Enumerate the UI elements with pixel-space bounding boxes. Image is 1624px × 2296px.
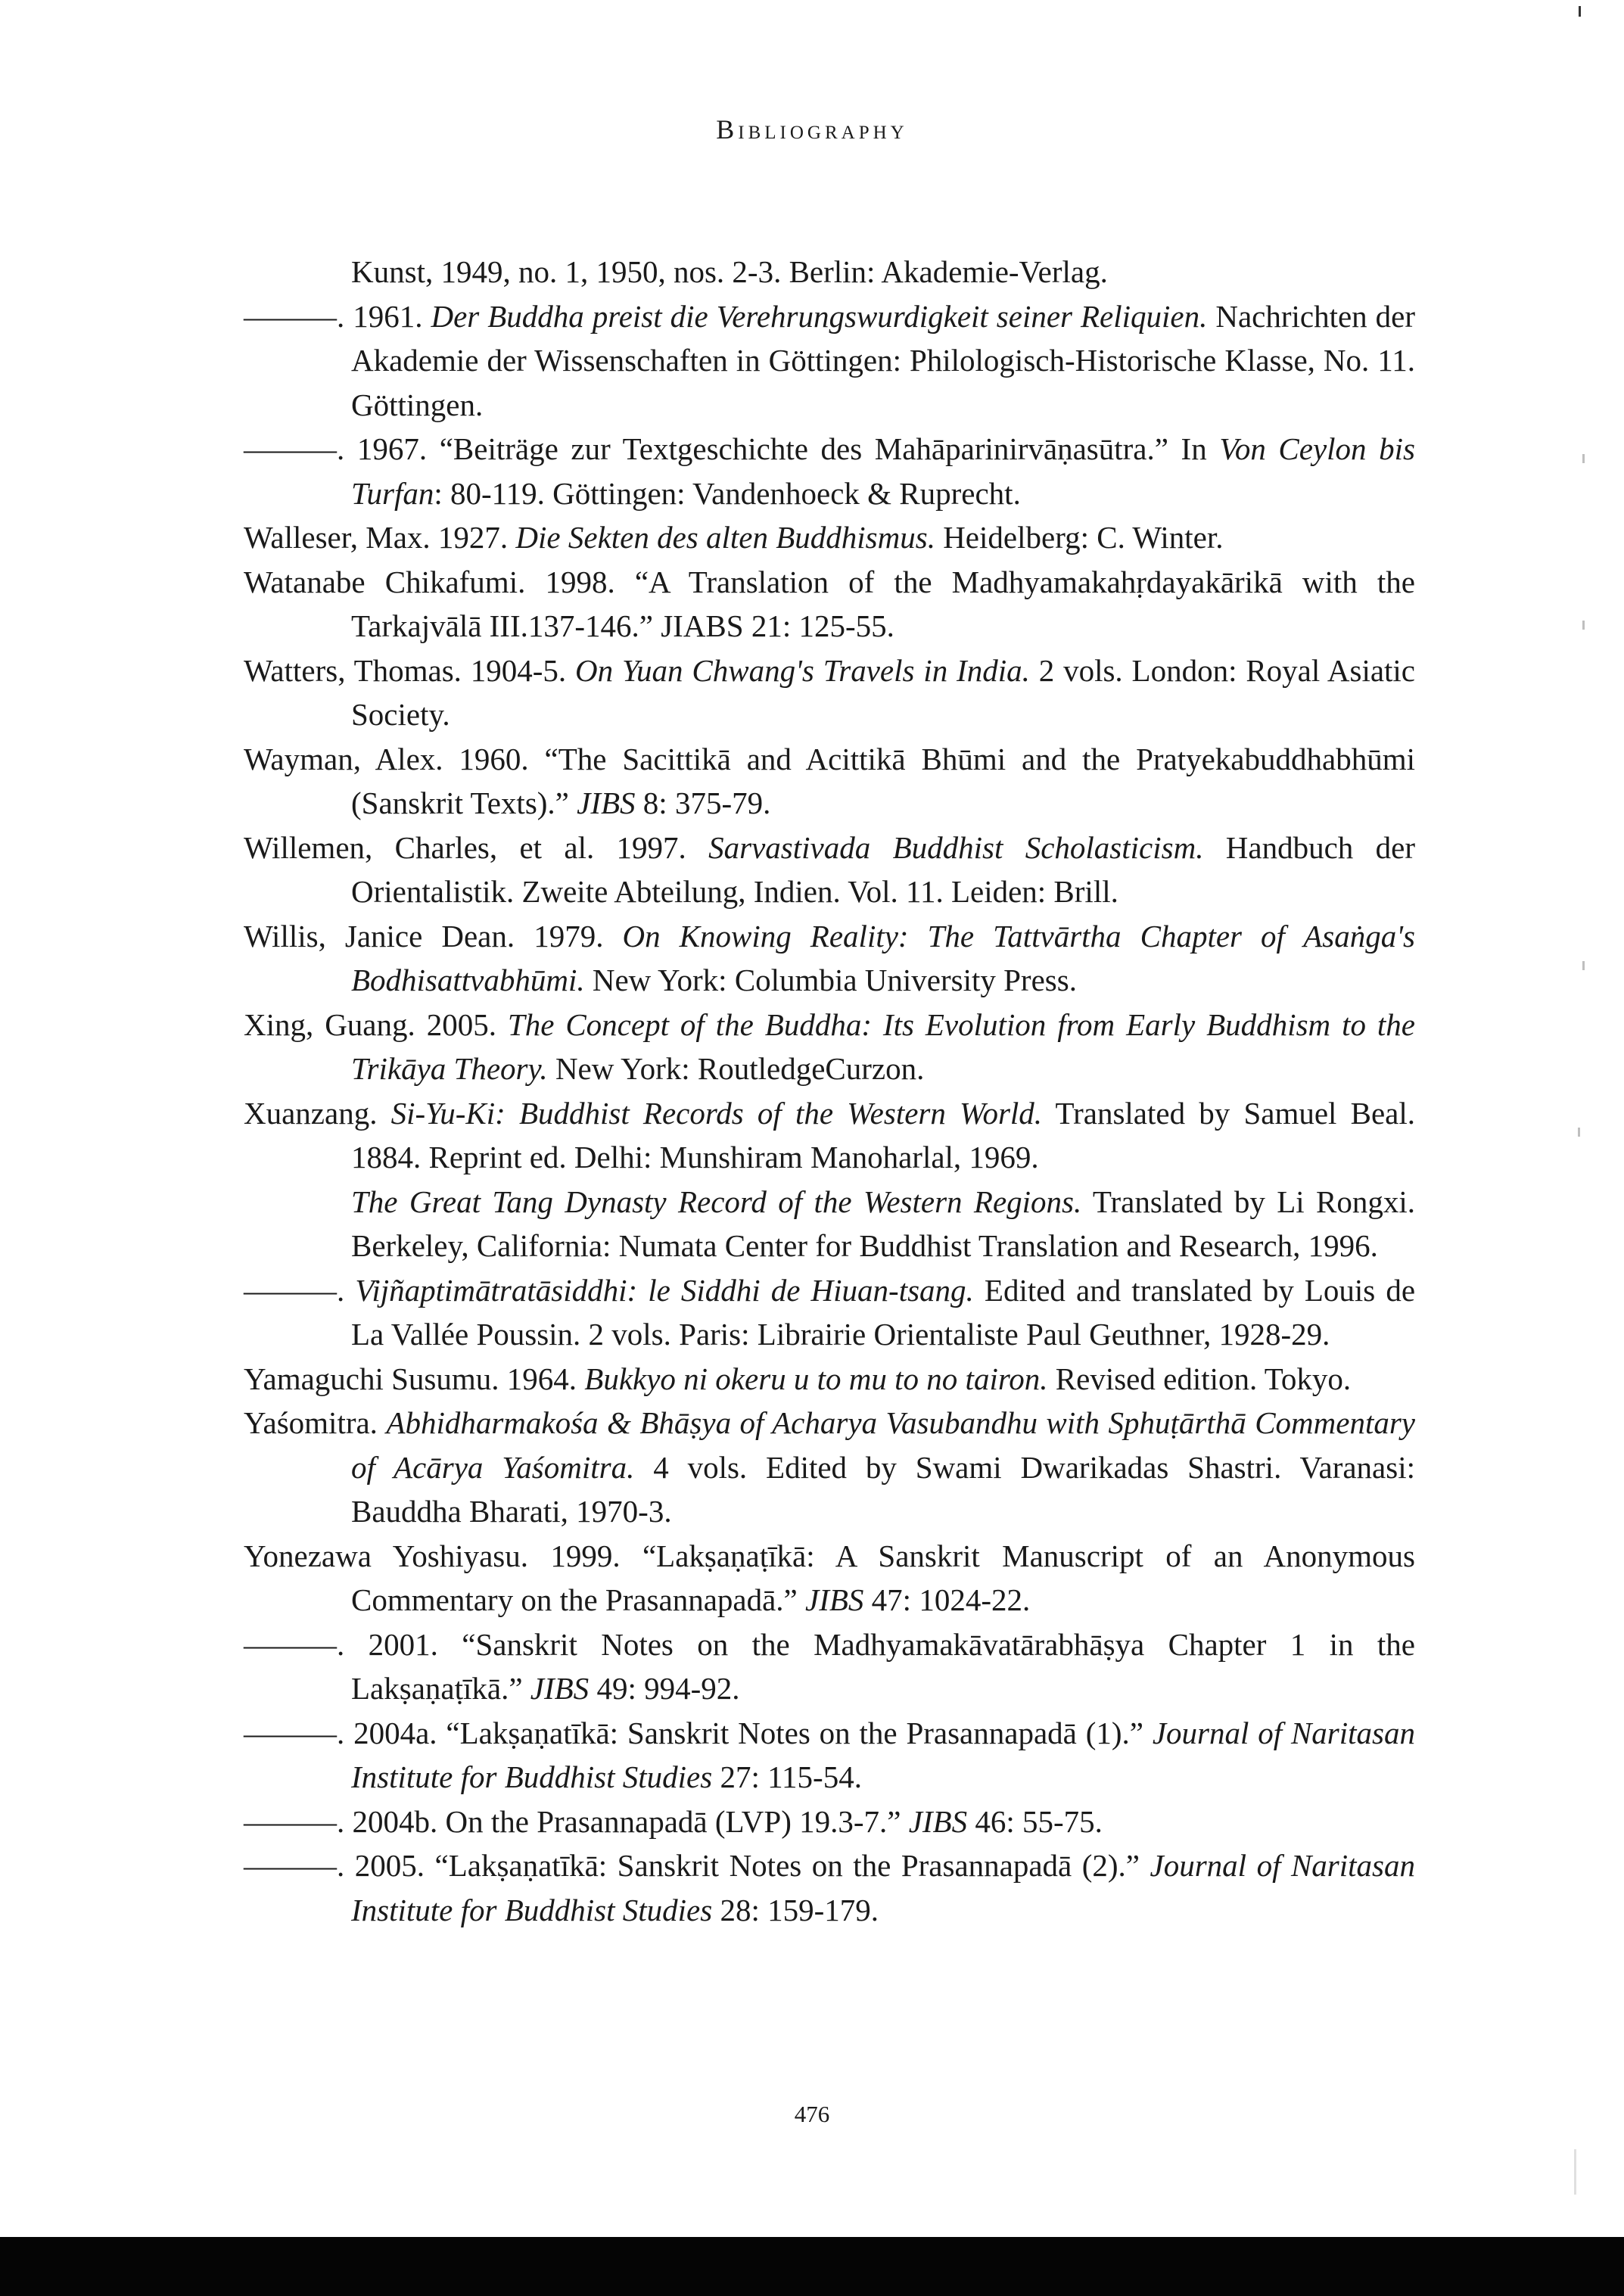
entry-title: Die Sekten des alten Buddhismus. xyxy=(515,520,935,555)
entry-title: The Great Tang Dynasty Record of the Western Regions. xyxy=(351,1184,1082,1219)
bibliography-entry xyxy=(244,427,1415,515)
entry-title: On Knowing Reality: The Tattvārtha Chapter of Asaṅga's Bodhisattvabhūmi. xyxy=(351,918,1415,997)
entry-text: New York: RoutledgeCurzon. xyxy=(547,1051,925,1086)
entry-text: Willemen, Charles, et al. 1997. xyxy=(244,829,709,865)
bibliography-entry xyxy=(244,1268,1415,1357)
entry-text: Willis, Janice Dean. 1979. xyxy=(244,918,623,954)
entry-title: Abhidharmakośa & Bhāṣya of Acharya Vasubandhu with Sphuṭārthā Commentary of Acārya Yaśomitra. xyxy=(351,1405,1416,1485)
entry-text: ———. 1967. “Beiträge zur Textgeschichte des Mahāparinirvāṇasūtra.” In xyxy=(244,431,1220,466)
entry-text: 46: 55-75. xyxy=(967,1803,1103,1839)
entry-text: ———. xyxy=(244,1272,356,1308)
entry-text: 47: 1024-22. xyxy=(863,1582,1031,1617)
scan-bottom-edge xyxy=(0,2237,1624,2296)
bibliography-entry xyxy=(244,1534,1415,1622)
entry-text: Watanabe Chikafumi. 1998. “A Translation of the Madhyamakahṛdayakārikā with the Tarkajvālā III.137-146.” JIABS 21: 125-55. xyxy=(244,564,1415,643)
entry-text: 27: 115-54. xyxy=(712,1759,862,1794)
bibliography-entry xyxy=(244,1800,1415,1844)
bibliography-entry xyxy=(244,1843,1415,1932)
entry-title: Journal of Naritasan Institute for Buddhist Studies xyxy=(351,1848,1416,1927)
scan-mark xyxy=(1578,1128,1580,1137)
bibliography-entry xyxy=(244,1180,1415,1268)
entry-text: Handbuch der Orientalistik. Zweite Abteilung, Indien. Vol. 11. Leiden: Brill. xyxy=(351,829,1415,909)
entry-title: JIBS xyxy=(908,1803,968,1839)
scan-mark xyxy=(1582,454,1585,463)
entry-text: Nachrichten der Akademie der Wissenschaften in Göttingen: Philologisch-Historische Klasse, No. 11. Göttingen. xyxy=(351,298,1416,422)
entry-text: Wayman, Alex. 1960. “The Sacittikā and Acittikā Bhūmi and the Pratyekabuddhabhūmi (Sanskrit Texts).” xyxy=(244,741,1415,820)
entry-title: The Concept of the Buddha: Its Evolution from Early Buddhism to the Trikāya Theory. xyxy=(351,1006,1415,1086)
bibliography-list xyxy=(244,250,1415,1932)
bibliography-entry xyxy=(244,560,1415,649)
bibliography-entry xyxy=(244,1003,1415,1091)
entry-text: ———. 2004b. On the Prasannapadā (LVP) 19.3-7.” xyxy=(244,1803,909,1839)
scan-mark xyxy=(1582,961,1585,970)
scan-mark xyxy=(1582,621,1585,630)
entry-text: ———. 2004a. “Lakṣaṇatīkā: Sanskrit Notes on the Prasannapadā (1).” xyxy=(244,1715,1153,1750)
bibliography-entry xyxy=(244,737,1415,826)
bibliography-entry xyxy=(244,1622,1415,1711)
bibliography-entry xyxy=(244,1091,1415,1180)
entry-text: 49: 994-92. xyxy=(589,1671,740,1706)
entry-text: Yonezawa Yoshiyasu. 1999. “Lakṣaṇaṭīkā: A Sanskrit Manuscript of an Anonymous Commentary on the Prasannapadā.” xyxy=(244,1538,1415,1617)
bibliography-entry xyxy=(244,1711,1415,1800)
entry-text: 2 vols. London: Royal Asiatic Society. xyxy=(351,652,1416,732)
entry-title: Sarvastivada Buddhist Scholasticism. xyxy=(708,829,1204,865)
bibliography-entry xyxy=(244,914,1415,1003)
entry-text: 28: 159-179. xyxy=(712,1892,879,1927)
entry-title: Bukkyo ni okeru u to mu to no tairon. xyxy=(584,1361,1048,1396)
entry-text: Watters, Thomas. 1904-5. xyxy=(244,652,576,688)
entry-title: Vijñaptimātratāsiddhi: le Siddhi de Hiuan-tsang. xyxy=(355,1272,974,1308)
entry-text: ———. 1961. xyxy=(244,298,431,334)
entry-title: JIBS xyxy=(577,786,636,820)
entry-text: : 80-119. Göttingen: Vandenhoeck & Ruprecht. xyxy=(434,475,1021,511)
entry-title: Von Ceylon bis Turfan xyxy=(351,431,1416,511)
scan-mark xyxy=(1579,6,1581,17)
entry-text: 8: 375-79. xyxy=(635,786,771,820)
running-header: Bibliography xyxy=(716,114,908,145)
entry-text: Xing, Guang. 2005. xyxy=(244,1006,508,1042)
bibliography-entry xyxy=(244,826,1415,914)
entry-title: JIBS xyxy=(530,1671,590,1706)
bibliography-entry xyxy=(244,250,1415,294)
entry-text: Edited and translated by Louis de La Vallée Poussin. 2 vols. Paris: Librairie Orientaliste Paul Geuthner, 1928-29. xyxy=(351,1272,1416,1352)
entry-text: Translated by Li Rongxi. Berkeley, California: Numata Center for Buddhist Translation and Research, 1996. xyxy=(351,1184,1415,1263)
entry-text: Walleser, Max. 1927. xyxy=(244,520,516,555)
entry-text: Kunst, 1949, no. 1, 1950, nos. 2-3. Berlin: Akademie-Verlag. xyxy=(351,254,1108,289)
bibliography-entry xyxy=(244,294,1415,428)
entry-text: ———. 2005. “Lakṣaṇatīkā: Sanskrit Notes on the Prasannapadā (2).” xyxy=(244,1848,1150,1883)
entry-text: New York: Columbia University Press. xyxy=(584,963,1077,997)
bibliography-entry xyxy=(244,1357,1415,1402)
page-number: 476 xyxy=(794,2101,830,2127)
entry-text: Yamaguchi Susumu. 1964. xyxy=(244,1361,585,1396)
entry-title: Journal of Naritasan Institute for Buddhist Studies xyxy=(351,1715,1415,1794)
entry-title: On Yuan Chwang's Travels in India. xyxy=(575,652,1030,688)
entry-title: Der Buddha preist die Verehrungswurdigkeit seiner Reliquien. xyxy=(431,298,1208,334)
entry-text: Translated by Samuel Beal. 1884. Reprint ed. Delhi: Munshiram Manoharlal, 1969. xyxy=(351,1095,1415,1174)
entry-text: Yaśomitra. xyxy=(244,1405,387,1440)
bibliography-entry xyxy=(244,649,1415,737)
entry-text: Xuanzang. xyxy=(244,1095,391,1131)
entry-text: Revised edition. Tokyo. xyxy=(1047,1361,1352,1396)
entry-title: JIBS xyxy=(805,1582,864,1617)
entry-text: ———. 2001. “Sanskrit Notes on the Madhyamakāvatārabhāṣya Chapter 1 in the Lakṣaṇaṭīkā.” xyxy=(244,1626,1415,1706)
entry-text: 4 vols. Edited by Swami Dwarikadas Shastri. Varanasi: Bauddha Bharati, 1970-3. xyxy=(351,1449,1415,1529)
entry-text: Heidelberg: C. Winter. xyxy=(935,520,1224,555)
entry-title: Si-Yu-Ki: Buddhist Records of the Western World. xyxy=(390,1095,1043,1131)
bibliography-entry xyxy=(244,1401,1415,1534)
scan-mark xyxy=(1574,2149,1576,2195)
bibliography-entry xyxy=(244,515,1415,560)
